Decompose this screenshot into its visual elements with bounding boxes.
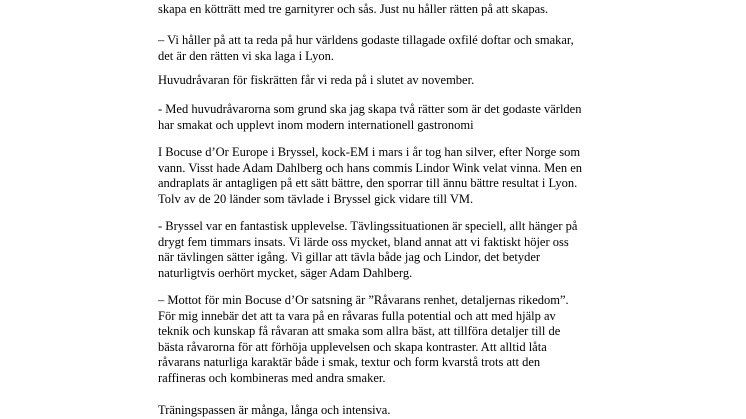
text-line: när tävlingen sätter igång. Vi gillar att tävla både jag och Lindor, det betyder [158,250,541,265]
text-line: andraplats är antagligen på ett sätt bättre, den sporrar till ännu bättre resultat i Lyon. [158,176,578,191]
text-line: I Bocuse d’Or Europe i Bryssel, kock-EM i mars i år tog han silver, efter Norge som [158,145,581,159]
text-line: bästa råvarorna för att förhöja upplevelsen och skapa kontraster. Att alltid låta [158,339,547,354]
document-page [158,0,598,419]
paragraph-6 [158,219,577,281]
text-line: det är den rätten vi ska laga i Lyon. [158,48,334,63]
text-line: raffineras och kombineras med andra smaker. [158,370,386,385]
text-line: - Med huvudråvarorna som grund ska jag skapa två rätter som är det godaste världen [158,102,582,116]
text-line: För mig innebär det att ta vara på en råvaras fulla potential och att med hjälp av [158,308,556,323]
paragraph-7 [158,293,569,387]
paragraph-5 [158,145,582,207]
text-line: skapa en kötträtt med tre garnityrer och sås. Just nu håller rätten på att skapas. [158,2,549,16]
text-line: naturligtvis oerhört mycket, säger Adam Dahlberg. [158,265,413,280]
text-line: har smakat och upplevt inom modern internationell gastronomi [158,117,474,132]
paragraph-8 [158,403,390,419]
text-line: - Bryssel var en fantastisk upplevelse. Tävlingssituationen är speciell, allt hänger på [158,219,578,233]
text-line: Huvudråvaran för fiskrätten får vi reda på i slutet av november. [158,73,475,87]
text-line: råvarans naturliga karaktär både i smak, textur och form kvarstå trots att den [158,355,541,370]
text-line: Tolv av de 20 länder som tävlade i Bryssel gick vidare till VM. [158,191,474,206]
paragraph-2 [158,33,574,64]
text-line: – Mottot för min Bocuse d’Or satsning är ”Råvarans renhet, detaljernas rikedom”. [158,293,569,307]
text-line: teknik och kunskap få råvaran att smaka som allra bäst, att tillföra detaljer till de [158,324,561,339]
text-line: drygt fem timmars insats. Vi lärde oss mycket, bland annat att vi faktiskt höjer oss [158,234,569,249]
text-line: vann. Visst hade Adam Dahlberg och hans commis Lindor Wink velat vinna. Men en [158,160,583,175]
paragraph-4 [158,102,581,133]
paragraph-3 [158,73,474,89]
text-line: Träningspassen är många, långa och intensiva. [158,403,391,417]
paragraph-1 [158,2,548,18]
text-line: – Vi håller på att ta reda på hur världens godaste tillagade oxfilé doftar och smakar, [158,33,574,47]
